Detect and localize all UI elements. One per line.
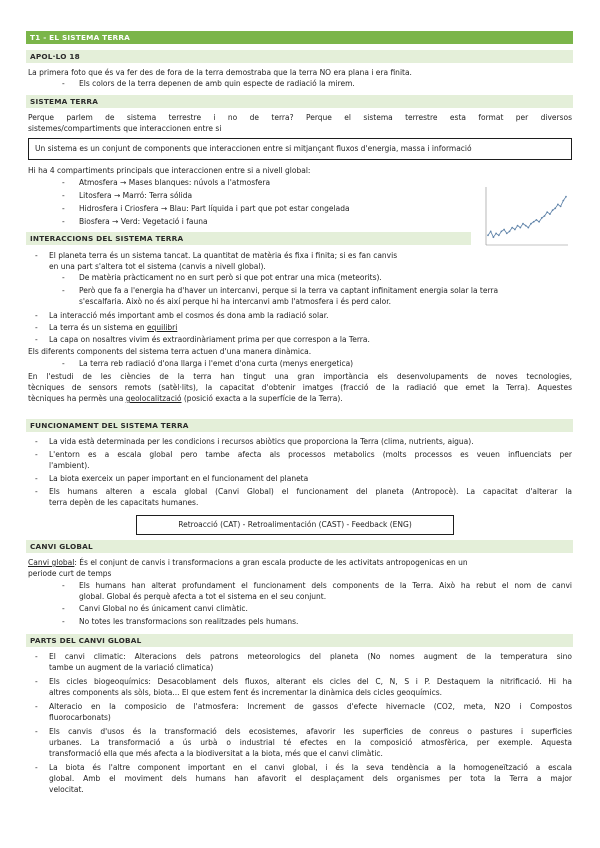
list-item: La interacció més important amb el cosmos és dona amb la radiació solar.: [49, 311, 329, 320]
list-item: terra depèn de les capacitats humanes.: [49, 498, 199, 507]
temperature-chart: [476, 183, 572, 253]
list-item: El canvi climatic: Alteracions dels patrons meteorologics del planeta (No nomes augment de la temperatura sino: [49, 652, 572, 661]
dash-bullet: -: [62, 79, 65, 88]
list-item: Però que fa a l'energia ha d'haver un intercanvi, perque si la terra va captant infinitament energia solar la terra: [79, 286, 499, 295]
dash-bullet: -: [35, 311, 38, 320]
paragraph: [28, 394, 343, 404]
list-item: Litosfera → Marró: Terra sólida: [79, 191, 193, 200]
list-item: La biota exerceix un paper important en el funcionament del planeta: [49, 474, 309, 483]
definition-text: Un sistema es un conjunt de components que interaccionen entre si mitjançant fluxos d'energia, massa i informació: [35, 144, 472, 153]
dash-bullet: -: [62, 273, 65, 282]
dash-bullet: -: [35, 702, 38, 711]
section-heading-funcionament: FUNCIONAMENT DEL SISTEMA TERRA: [26, 419, 573, 432]
list-item: Biosfera → Verd: Vegetació i fauna: [79, 217, 208, 226]
underlined-term: geolocalització: [125, 394, 182, 403]
paragraph: Hi ha 4 compartiments principals que interaccionen entre si a nivell global:: [28, 166, 311, 175]
list-item: La vida està determinada per les condicions i recursos abiòtics que proporciona la Terra (clima, nutrients, aigua).: [49, 437, 474, 446]
list-item: Alteracio en la composicio de l'atmosfera: Increment de gassos d'efecte hivernacle (CO2, meta, N2O i Compostos: [49, 702, 572, 711]
dash-bullet: -: [35, 474, 38, 483]
list-item: s'escalfaria. Això no és així perque hi ha intercanvi amb l'atmosfera i és perd calor.: [79, 297, 392, 306]
section-heading-interaccions: INTERACCIONS DEL SISTEMA TERRA: [26, 232, 471, 245]
dash-bullet: -: [35, 251, 38, 260]
dash-bullet: -: [62, 286, 65, 295]
underlined-term: Canvi global: [28, 558, 75, 567]
list-item: No totes les transformacions son realitzades pels humans.: [79, 617, 299, 626]
dash-bullet: -: [35, 652, 38, 661]
list-item: Canvi Global no és únicament canvi climàtic.: [79, 604, 248, 613]
section-heading-sistema: SISTEMA TERRA: [26, 95, 573, 108]
paragraph: periode curt de temps: [28, 569, 112, 578]
list-item: global. Global és perquè afecta a tot el sistema en el seu conjunt.: [79, 592, 327, 601]
paragraph-text: (posició exacta a la superfície de la Terra).: [181, 394, 343, 403]
dash-bullet: -: [62, 178, 65, 187]
underlined-term: equilibri: [147, 323, 178, 332]
list-item: Els humans alteren a escala global (Canvi Global) el funcionament del planeta (Antropocè). La capacitat d'alterar la: [49, 487, 572, 496]
paragraph-text: : És el conjunt de canvis i transformacions a gran escala producte de les activitats antropogenicas en un: [74, 558, 468, 567]
list-item: La terra reb radiació d'ona llarga i l'emet d'ona curta (menys energetica): [79, 359, 354, 368]
list-item: global. Amb el moviment dels humans han afavorit el desplaçament dels organismes per tota la Terra a major: [49, 774, 572, 783]
list-item-text: La terra és un sistema en: [49, 323, 148, 332]
paragraph: tècniques de sensors remots (satèl·lits), la capacitat d'obtenir imatges (fracció de la radiació que emet la Terra). Aquestes: [28, 383, 572, 392]
chart-background: [476, 183, 572, 253]
dash-bullet: -: [62, 191, 65, 200]
list-item: Els colors de la terra depenen de amb quin especte de radiació la mirem.: [79, 79, 355, 88]
paragraph: [28, 558, 468, 568]
list-item: [49, 323, 177, 333]
dash-bullet: -: [35, 437, 38, 446]
paragraph: Els diferents components del sistema terra actuen d'una manera dinàmica.: [28, 347, 312, 356]
dash-bullet: -: [35, 763, 38, 772]
dash-bullet: -: [62, 581, 65, 590]
dash-bullet: -: [62, 204, 65, 213]
dash-bullet: -: [35, 450, 38, 459]
feedback-text: Retroacció (CAT) - Retroalimentación (CAST) - Feedback (ENG): [178, 520, 412, 529]
list-item: Els humans han alterat profundament el funcionament dels components de la Terra. Això ha rebut el nom de canvi: [79, 581, 572, 590]
list-item: en una part s'altera tot el sistema (canvis a nivell global).: [49, 262, 266, 271]
list-item: l'ambient).: [49, 461, 90, 470]
section-heading-apollo: APOL·LO 18: [26, 50, 573, 63]
dash-bullet: -: [35, 323, 38, 332]
definition-box: [28, 138, 572, 160]
list-item: velocitat.: [49, 785, 84, 794]
list-item: transformació ella que més afecta a la biodiversitat a la biota, més que el canvi climàtic.: [49, 749, 383, 758]
dash-bullet: -: [35, 677, 38, 686]
list-item: De matèria pràcticament no en surt però si que pot entrar una mica (meteorits).: [79, 273, 382, 282]
dash-bullet: -: [62, 604, 65, 613]
list-item: altres components als sòls, biota... El que estem fent és incrementar la dinàmica dels cicles geoquímics.: [49, 688, 442, 697]
list-item: Els cicles biogeoquímics: Desacoblament dels fluxos, alterant els cicles del C, N, S i P. Destaquem la nitrificació. Hi ha: [49, 677, 572, 686]
list-item: El planeta terra és un sistema tancat. La quantitat de matèria és fixa i finita; si es fan canvis: [49, 251, 398, 260]
list-item: tambe un augment de la variació climatica): [49, 663, 214, 672]
paragraph: En l'estudi de les ciències de la terra han tingut una gran importància els desenvolupaments de noves tecnologies,: [28, 372, 572, 381]
list-item: La biota és l'altre component important en el canvi global, i és la seva tendència a la homogeneïtzació a escala: [49, 763, 572, 772]
feedback-box: [136, 515, 454, 535]
paragraph: La primera foto que és va fer des de fora de la terra demostraba que la terra NO era plana i era finita.: [28, 68, 412, 77]
list-item: Els canvis d'usos és la transformació dels ecosistemes, afavorir les superficies de conreus o pastures i superficies: [49, 727, 572, 736]
dash-bullet: -: [35, 335, 38, 344]
list-item: urbanes. La transformació a ús urbà o industrial té efectes en la composició atmosfèrica, per exemple. Aquesta: [49, 738, 572, 747]
list-item: Hidrosfera i Criosfera → Blau: Part líquida i part que pot estar congelada: [79, 204, 350, 213]
dash-bullet: -: [62, 359, 65, 368]
section-heading-canvi-global: CANVI GLOBAL: [26, 540, 573, 553]
list-item: La capa on nosaltres vivim és extraordinàriament prima per que correspon a la Terra.: [49, 335, 370, 344]
dash-bullet: -: [35, 487, 38, 496]
section-heading-parts: PARTS DEL CANVI GLOBAL: [26, 634, 573, 647]
dash-bullet: -: [62, 617, 65, 626]
list-item: Atmosfera → Mases blanques: núvols a l'atmosfera: [79, 178, 271, 187]
list-item: L'entorn es a escala global pero tambe afecta als processos metabolics (molts processos es veuen influenciats per: [49, 450, 572, 459]
paragraph: Perque parlem de sistema terrestre i no de terra? Perque el sistema terrestre esta format per diversos: [28, 113, 572, 122]
paragraph: sistemes/compartiments que interaccionen entre si: [28, 124, 222, 133]
dash-bullet: -: [35, 727, 38, 736]
paragraph-text: tècniques ha permès una: [28, 394, 126, 403]
document-title: T1 - EL SISTEMA TERRA: [26, 31, 573, 44]
list-item: fluorocarbonats): [49, 713, 111, 722]
dash-bullet: -: [62, 217, 65, 226]
